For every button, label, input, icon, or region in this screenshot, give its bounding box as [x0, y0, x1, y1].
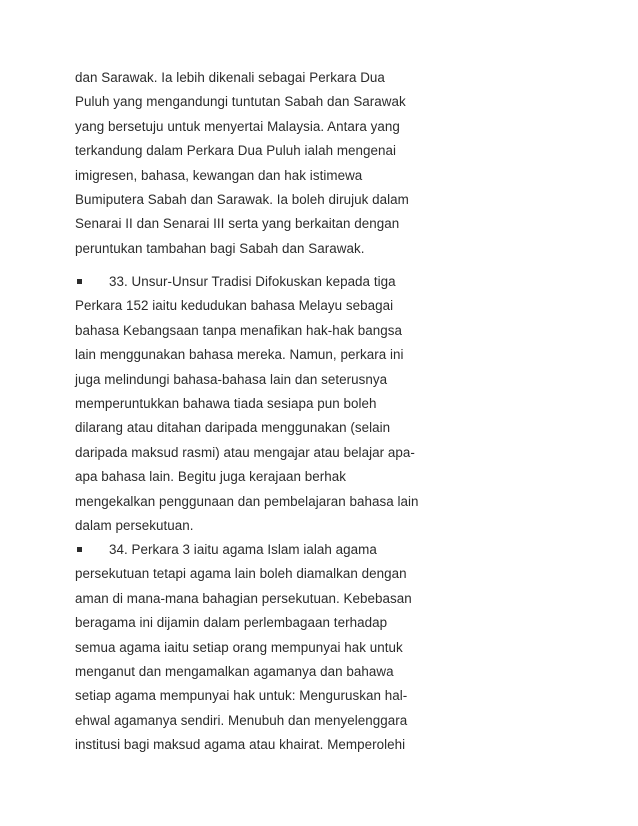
list-item-first-line: [75, 270, 445, 294]
text-line: dilarang atau ditahan daripada menggunakan (selain: [75, 420, 391, 436]
list-item-heading: 33. Unsur-Unsur Tradisi Difokuskan kepada tiga: [109, 274, 396, 289]
text-line: mengekalkan penggunaan dan pembelajaran bahasa lain: [75, 493, 419, 509]
list-item-34: [75, 538, 445, 758]
list-item-heading: 34. Perkara 3 iaitu agama Islam ialah agama: [109, 542, 377, 557]
text-line: Bumiputera Sabah dan Sarawak. Ia boleh dirujuk dalam: [75, 191, 409, 207]
text-line: institusi bagi maksud agama atau khairat. Memperolehi: [75, 737, 406, 753]
text-line: ehwal agamanya sendiri. Menubuh dan menyelenggara: [75, 712, 408, 728]
text-line: menganut dan mengamalkan agamanya dan bahawa: [75, 663, 394, 679]
text-line: terkandung dalam Perkara Dua Puluh ialah mengenai: [75, 143, 397, 159]
text-line: peruntukan tambahan bagi Sabah dan Sarawak.: [75, 240, 365, 256]
text-line: Perkara 152 iaitu kedudukan bahasa Melayu sebagai: [75, 298, 394, 314]
text-line: aman di mana-mana bahagian persekutuan. Kebebasan: [75, 590, 412, 606]
bullet-icon: [77, 547, 82, 552]
list-item-33: [75, 270, 445, 538]
bullet-icon: [77, 279, 82, 284]
text-line: persekutuan tetapi agama lain boleh diamalkan dengan: [75, 566, 407, 582]
text-line: lain menggunakan bahasa mereka. Namun, perkara ini: [75, 347, 404, 363]
text-line: Puluh yang mengandungi tuntutan Sabah dan Sarawak: [75, 94, 406, 110]
intro-paragraph: [75, 66, 445, 261]
list-item-first-line: [75, 538, 445, 562]
text-line: juga melindungi bahasa-bahasa lain dan seterusnya: [75, 371, 388, 387]
text-line: memperuntukkan bahawa tiada sesiapa pun boleh: [75, 395, 377, 411]
text-line: yang bersetuju untuk menyertai Malaysia. Antara yang: [75, 118, 400, 134]
text-line: semua agama iaitu setiap orang mempunyai hak untuk: [75, 639, 403, 655]
text-line: bahasa Kebangsaan tanpa menafikan hak-hak bangsa: [75, 322, 402, 338]
text-line: beragama ini dijamin dalam perlembagaan terhadap: [75, 615, 388, 631]
text-line: daripada maksud rasmi) atau mengajar atau belajar apa-: [75, 444, 415, 460]
text-line: dalam persekutuan.: [75, 517, 194, 533]
text-line: apa bahasa lain. Begitu juga kerajaan berhak: [75, 469, 346, 485]
text-line: dan Sarawak. Ia lebih dikenali sebagai Perkara Dua: [75, 70, 385, 85]
text-line: Senarai II dan Senarai III serta yang berkaitan dengan: [75, 216, 400, 232]
text-line: setiap agama mempunyai hak untuk: Menguruskan hal-: [75, 688, 408, 704]
text-line: imigresen, bahasa, kewangan dan hak istimewa: [75, 167, 363, 183]
